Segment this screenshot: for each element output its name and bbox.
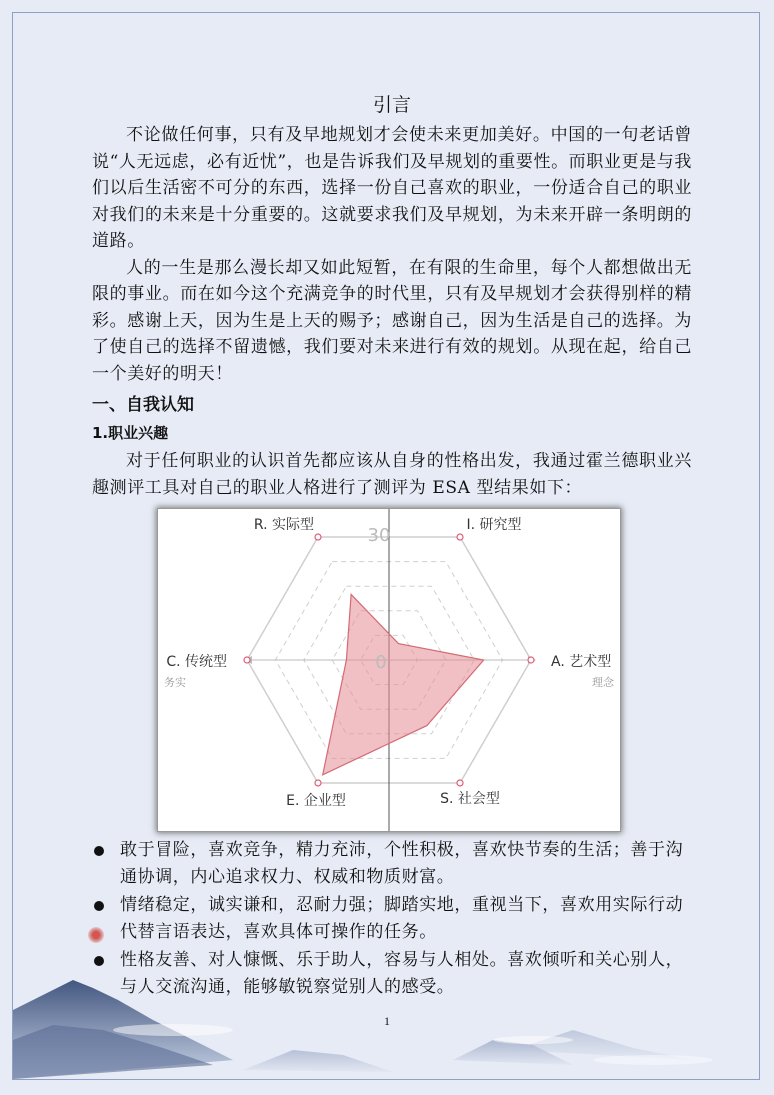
radar-left-axis-label: 务实	[164, 676, 186, 689]
radar-max-label: 30	[367, 525, 391, 546]
intro-paragraph-1: 不论做任何事，只有及早地规划才会使未来更加美好。中国的一句老话曾说“人无远虑，必有近忧”，也是告诉我们及早规划的重要性。而职业更是与我们以后生活密不可分的东西，选择一份自己喜欢的职业，一份适合自己的职业对我们的未来是十分重要的。这就要求我们及早规划，为未来开辟一条明朗的道路。	[92, 125, 692, 251]
radar-center-label: 0	[375, 652, 387, 673]
intro-paragraph-2: 人的一生是那么漫长却又如此短暂，在有限的生命里，每个人都想做出无限的事业。而在如今这个充满竞争的时代里，只有及早规划才会获得别样的精彩。感谢上天，因为生是上天的赐予；感谢自己，因为生活是自己的选择。为了使自己的选择不留遗憾，我们要对未来进行有效的规划。从现在起，给自己一个美好的明天！	[92, 257, 692, 384]
radar-axis-label: S. 社会型	[440, 790, 500, 807]
subsection-heading-career-interest: 1.职业兴趣	[92, 424, 169, 442]
radar-vertex-point	[528, 657, 534, 663]
bullet-text: 敢于冒险，喜欢竞争，精力充沛，个性积极，喜欢快节奏的生活；善于沟通协调，内心追求权力、权威和物质财富。	[120, 840, 684, 887]
bullet-text: 性格友善、对人慷慨、乐于助人，容易与人相处。喜欢倾听和关心别人，与人交流沟通，能够敏锐察觉别人的感受。	[120, 950, 684, 997]
section-heading-self-awareness: 一、自我认知	[92, 395, 194, 415]
radar-vertex-point	[244, 657, 250, 663]
bullet-icon	[94, 956, 104, 966]
trait-bullet-list	[92, 837, 692, 1001]
radar-chart-svg	[158, 509, 620, 831]
page-number: 1	[384, 1014, 390, 1028]
radar-axis-label: E. 企业型	[286, 792, 346, 809]
radar-vertex-point	[315, 534, 321, 540]
bullet-text: 情绪稳定，诚实谦和，忍耐力强；脚踏实地，重视当下，喜欢用实际行动代替言语表达，喜欢具体可操作的任务。	[120, 895, 684, 942]
radar-data-area	[323, 594, 484, 774]
radar-axis-label: R. 实际型	[253, 517, 315, 534]
radar-vertex-point	[457, 780, 463, 786]
radar-axis-label: A. 艺术型	[551, 654, 612, 670]
assessment-intro-paragraph: 对于任何职业的认识首先都应该从自身的性格出发，我通过霍兰德职业兴趣测评工具对自己的职业人格进行了测评为 ESA 型结果如下：	[92, 451, 692, 498]
radar-axis-label: I. 研究型	[466, 517, 522, 534]
list-item	[92, 947, 692, 1001]
document-body	[92, 92, 692, 1002]
radar-vertex-point	[457, 534, 463, 540]
page-title: 引言	[372, 94, 411, 116]
list-item	[92, 892, 692, 946]
holland-radar-chart	[158, 509, 620, 831]
list-item	[92, 837, 692, 891]
radar-right-axis-label: 理念	[592, 676, 614, 689]
radar-axis-label: C. 传统型	[166, 654, 227, 670]
bullet-icon	[94, 901, 104, 911]
bullet-icon	[94, 846, 104, 856]
radar-vertex-point	[315, 780, 321, 786]
